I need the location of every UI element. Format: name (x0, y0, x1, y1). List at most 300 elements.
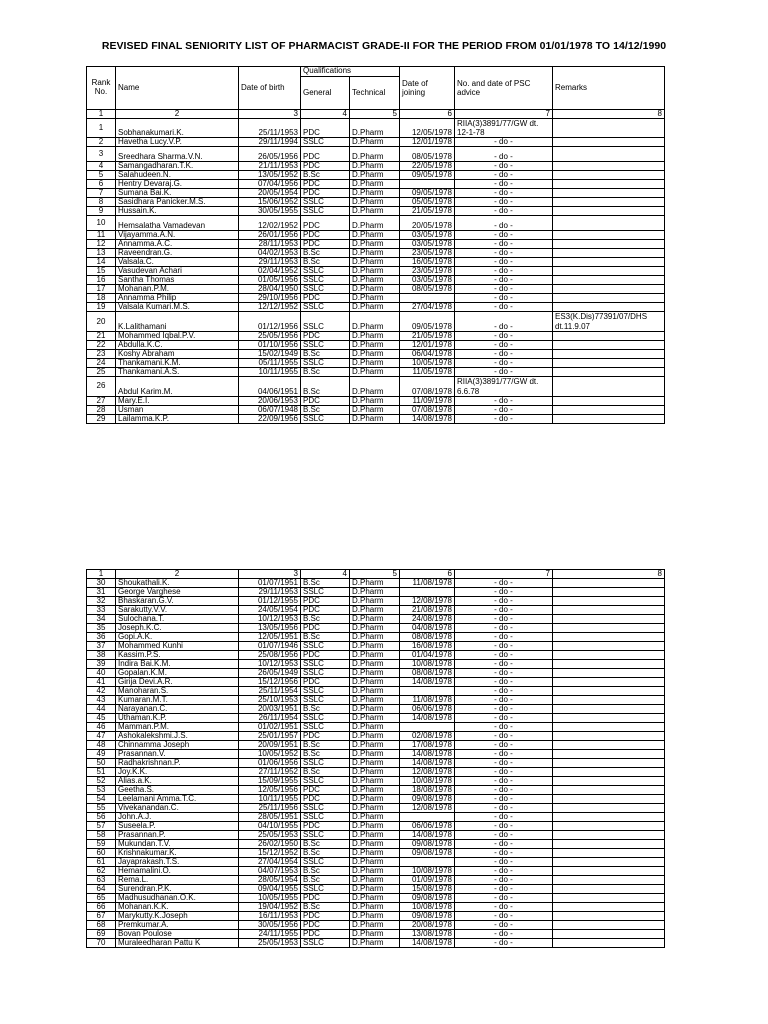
cell-tech: D.Pharm (350, 579, 400, 588)
cell-remarks (553, 303, 665, 312)
cell-name: Valsala Kumari.M.S. (116, 303, 239, 312)
cell-psc: - do - (455, 777, 553, 786)
table-row (87, 750, 665, 759)
cell-rank: 28 (87, 405, 116, 414)
cell-gen: PDC (301, 162, 350, 171)
cell-gen: PDC (301, 732, 350, 741)
cell-psc: - do - (455, 303, 553, 312)
cell-doj: 20/05/1978 (400, 216, 455, 231)
cell-rank: 44 (87, 705, 116, 714)
cell-rank: 40 (87, 669, 116, 678)
cell-remarks (553, 138, 665, 147)
cell-doj: 12/08/1978 (400, 804, 455, 813)
cell-remarks (553, 858, 665, 867)
cell-dob: 07/04/1956 (239, 180, 301, 189)
cell-dob: 25/05/1953 (239, 831, 301, 840)
cell-dob: 13/05/1952 (239, 171, 301, 180)
cell-dob: 25/05/1953 (239, 939, 301, 948)
cell-gen: PDC (301, 597, 350, 606)
cell-remarks (553, 240, 665, 249)
cell-tech: D.Pharm (350, 939, 400, 948)
cell-tech: D.Pharm (350, 822, 400, 831)
cell-remarks (553, 642, 665, 651)
cell-tech: D.Pharm (350, 867, 400, 876)
cell-dob: 25/11/1954 (239, 687, 301, 696)
table-row (87, 331, 665, 340)
table-row (87, 216, 665, 231)
table-row (87, 358, 665, 367)
cell-rank: 1 (87, 119, 116, 138)
cell-gen: SSLC (301, 285, 350, 294)
col-number: 8 (553, 570, 665, 579)
cell-remarks (553, 714, 665, 723)
cell-rank: 67 (87, 912, 116, 921)
cell-gen: SSLC (301, 312, 350, 331)
table-row (87, 285, 665, 294)
cell-tech: D.Pharm (350, 678, 400, 687)
cell-doj: 03/05/1978 (400, 231, 455, 240)
cell-tech: D.Pharm (350, 750, 400, 759)
cell-remarks (553, 376, 665, 396)
cell-gen: B.Sc (301, 376, 350, 396)
cell-tech: D.Pharm (350, 180, 400, 189)
cell-name: Indira Bai.K.M. (116, 660, 239, 669)
cell-doj: 08/08/1978 (400, 633, 455, 642)
cell-doj: 10/08/1978 (400, 867, 455, 876)
cell-gen: B.Sc (301, 741, 350, 750)
cell-psc: - do - (455, 171, 553, 180)
cell-dob: 25/01/1957 (239, 732, 301, 741)
cell-tech: D.Pharm (350, 285, 400, 294)
col-number: 6 (400, 110, 455, 119)
cell-dob: 04/02/1953 (239, 249, 301, 258)
cell-rank: 38 (87, 651, 116, 660)
cell-name: Mukundan.T.V. (116, 840, 239, 849)
cell-tech: D.Pharm (350, 162, 400, 171)
cell-tech: D.Pharm (350, 723, 400, 732)
cell-tech: D.Pharm (350, 189, 400, 198)
cell-psc: - do - (455, 162, 553, 171)
table-row (87, 687, 665, 696)
cell-doj: 09/05/1978 (400, 171, 455, 180)
table-row (87, 294, 665, 303)
cell-dob: 25/08/1956 (239, 651, 301, 660)
cell-gen: SSLC (301, 687, 350, 696)
cell-remarks (553, 258, 665, 267)
table-row (87, 162, 665, 171)
table-row (87, 624, 665, 633)
cell-remarks (553, 396, 665, 405)
cell-dob: 25/10/1953 (239, 696, 301, 705)
table-row (87, 303, 665, 312)
cell-doj: 09/08/1978 (400, 894, 455, 903)
cell-doj: 11/08/1978 (400, 696, 455, 705)
cell-psc: - do - (455, 885, 553, 894)
cell-dob: 01/07/1951 (239, 579, 301, 588)
cell-gen: B.Sc (301, 840, 350, 849)
cell-name: Sasidhara Panicker.M.S. (116, 198, 239, 207)
cell-tech: D.Pharm (350, 267, 400, 276)
table-row (87, 171, 665, 180)
cell-doj: 12/01/1978 (400, 138, 455, 147)
table-row (87, 367, 665, 376)
cell-rank: 66 (87, 903, 116, 912)
cell-name: Usman (116, 405, 239, 414)
cell-psc: - do - (455, 358, 553, 367)
cell-gen: B.Sc (301, 367, 350, 376)
cell-rank: 35 (87, 624, 116, 633)
cell-gen: SSLC (301, 276, 350, 285)
cell-gen: B.Sc (301, 171, 350, 180)
table-row (87, 939, 665, 948)
table-row (87, 189, 665, 198)
cell-name: Surendran.P.K. (116, 885, 239, 894)
cell-gen: SSLC (301, 207, 350, 216)
cell-tech: D.Pharm (350, 894, 400, 903)
cell-gen: SSLC (301, 588, 350, 597)
header-doj: Date of joining (400, 67, 455, 110)
cell-gen: B.Sc (301, 750, 350, 759)
page-title: REVISED FINAL SENIORITY LIST OF PHARMACIST GRADE-II FOR THE PERIOD FROM 01/01/1978 TO 14/12/1990 (101, 40, 667, 52)
cell-tech: D.Pharm (350, 396, 400, 405)
cell-tech: D.Pharm (350, 376, 400, 396)
cell-rank: 25 (87, 367, 116, 376)
cell-doj: 14/08/1978 (400, 750, 455, 759)
cell-gen: PDC (301, 678, 350, 687)
cell-rank: 37 (87, 642, 116, 651)
cell-name: Alias.a.K. (116, 777, 239, 786)
cell-name: Mary.E.I. (116, 396, 239, 405)
cell-doj: 11/09/1978 (400, 396, 455, 405)
cell-name: George Varghese (116, 588, 239, 597)
cell-tech: D.Pharm (350, 930, 400, 939)
cell-remarks (553, 750, 665, 759)
cell-doj: 03/05/1978 (400, 276, 455, 285)
cell-doj: 09/08/1978 (400, 795, 455, 804)
col-number: 2 (116, 570, 239, 579)
cell-name: Muraleedharan Pattu K (116, 939, 239, 948)
cell-rank: 43 (87, 696, 116, 705)
cell-rank: 4 (87, 162, 116, 171)
cell-gen: B.Sc (301, 849, 350, 858)
cell-dob: 26/11/1954 (239, 714, 301, 723)
cell-doj: 15/08/1978 (400, 885, 455, 894)
cell-psc: - do - (455, 312, 553, 331)
table-row (87, 669, 665, 678)
table-row (87, 885, 665, 894)
cell-dob: 02/04/1952 (239, 267, 301, 276)
header-rank: Rank No. (87, 67, 116, 110)
cell-dob: 20/09/1951 (239, 741, 301, 750)
cell-remarks (553, 276, 665, 285)
cell-psc: - do - (455, 597, 553, 606)
table-row (87, 867, 665, 876)
col-number: 3 (239, 570, 301, 579)
cell-remarks (553, 285, 665, 294)
table-row (87, 207, 665, 216)
cell-tech: D.Pharm (350, 312, 400, 331)
cell-dob: 24/05/1954 (239, 606, 301, 615)
cell-name: Hemamalini.O. (116, 867, 239, 876)
cell-remarks (553, 867, 665, 876)
cell-gen: SSLC (301, 813, 350, 822)
table-row (87, 231, 665, 240)
cell-tech: D.Pharm (350, 696, 400, 705)
cell-dob: 26/01/1956 (239, 231, 301, 240)
cell-rank: 47 (87, 732, 116, 741)
table-row (87, 696, 665, 705)
cell-psc: - do - (455, 249, 553, 258)
cell-rank: 6 (87, 180, 116, 189)
cell-name: Radhakrishnan.P. (116, 759, 239, 768)
cell-psc: - do - (455, 651, 553, 660)
cell-remarks (553, 849, 665, 858)
cell-name: Narayanan.C. (116, 705, 239, 714)
cell-rank: 8 (87, 198, 116, 207)
cell-tech: D.Pharm (350, 795, 400, 804)
cell-gen: PDC (301, 606, 350, 615)
cell-remarks (553, 822, 665, 831)
cell-tech: D.Pharm (350, 786, 400, 795)
cell-doj: 12/01/1978 (400, 340, 455, 349)
cell-name: Girija Devi.A.R. (116, 678, 239, 687)
cell-doj: 03/05/1978 (400, 240, 455, 249)
cell-tech: D.Pharm (350, 885, 400, 894)
cell-psc: - do - (455, 294, 553, 303)
cell-remarks (553, 198, 665, 207)
col-number: 2 (116, 110, 239, 119)
cell-remarks (553, 903, 665, 912)
cell-gen: PDC (301, 651, 350, 660)
cell-remarks (553, 588, 665, 597)
cell-name: Kumaran.M.T. (116, 696, 239, 705)
cell-doj: 18/08/1978 (400, 786, 455, 795)
cell-tech: D.Pharm (350, 414, 400, 423)
cell-remarks (553, 885, 665, 894)
cell-doj (400, 180, 455, 189)
cell-psc: - do - (455, 831, 553, 840)
cell-tech: D.Pharm (350, 240, 400, 249)
column-number-row (87, 570, 665, 579)
cell-dob: 29/10/1956 (239, 294, 301, 303)
cell-dob: 04/07/1953 (239, 867, 301, 876)
cell-psc: - do - (455, 768, 553, 777)
cell-remarks (553, 840, 665, 849)
cell-remarks (553, 930, 665, 939)
cell-rank: 60 (87, 849, 116, 858)
cell-rank: 70 (87, 939, 116, 948)
cell-rank: 52 (87, 777, 116, 786)
cell-name: Krishnakumar.K. (116, 849, 239, 858)
col-number: 3 (239, 110, 301, 119)
cell-dob: 26/05/1956 (239, 147, 301, 162)
cell-remarks (553, 921, 665, 930)
cell-gen: SSLC (301, 642, 350, 651)
cell-name: Vasudevan Achari (116, 267, 239, 276)
cell-gen: B.Sc (301, 876, 350, 885)
cell-rank: 22 (87, 340, 116, 349)
cell-dob: 10/11/1955 (239, 795, 301, 804)
cell-rank: 31 (87, 588, 116, 597)
cell-psc: - do - (455, 198, 553, 207)
cell-tech: D.Pharm (350, 741, 400, 750)
table-row (87, 786, 665, 795)
cell-doj: 21/05/1978 (400, 331, 455, 340)
table-row (87, 588, 665, 597)
table-row (87, 138, 665, 147)
cell-doj: 16/05/1978 (400, 258, 455, 267)
cell-rank: 24 (87, 358, 116, 367)
cell-name: Sulochana.T. (116, 615, 239, 624)
cell-psc: - do - (455, 267, 553, 276)
cell-tech: D.Pharm (350, 276, 400, 285)
col-number: 7 (455, 110, 553, 119)
cell-rank: 49 (87, 750, 116, 759)
header-psc: No. and date of PSC advice (455, 67, 553, 110)
cell-rank: 33 (87, 606, 116, 615)
cell-tech: D.Pharm (350, 912, 400, 921)
cell-tech: D.Pharm (350, 831, 400, 840)
cell-psc: - do - (455, 340, 553, 349)
cell-gen: SSLC (301, 831, 350, 840)
cell-doj: 23/05/1978 (400, 249, 455, 258)
cell-psc: - do - (455, 642, 553, 651)
cell-remarks (553, 813, 665, 822)
cell-remarks (553, 759, 665, 768)
cell-remarks (553, 741, 665, 750)
cell-tech: D.Pharm (350, 171, 400, 180)
cell-rank: 53 (87, 786, 116, 795)
cell-remarks (553, 912, 665, 921)
cell-psc: - do - (455, 759, 553, 768)
cell-remarks (553, 624, 665, 633)
cell-rank: 46 (87, 723, 116, 732)
col-number: 5 (350, 110, 400, 119)
cell-rank: 27 (87, 396, 116, 405)
cell-psc: - do - (455, 606, 553, 615)
cell-name: Mohanan.K.K. (116, 903, 239, 912)
cell-psc: - do - (455, 147, 553, 162)
cell-doj: 27/04/1978 (400, 303, 455, 312)
cell-dob: 15/09/1955 (239, 777, 301, 786)
cell-remarks (553, 615, 665, 624)
cell-psc: - do - (455, 138, 553, 147)
cell-name: Leelamani Amma.T.C. (116, 795, 239, 804)
cell-tech: D.Pharm (350, 777, 400, 786)
cell-tech: D.Pharm (350, 198, 400, 207)
table-row (87, 795, 665, 804)
cell-rank: 23 (87, 349, 116, 358)
cell-tech: D.Pharm (350, 340, 400, 349)
cell-psc: - do - (455, 579, 553, 588)
cell-gen: SSLC (301, 696, 350, 705)
cell-dob: 15/12/1952 (239, 849, 301, 858)
cell-dob: 25/11/1956 (239, 804, 301, 813)
cell-doj: 06/06/1978 (400, 822, 455, 831)
cell-psc: RIIA(3)3891/77/GW dt. 12-1-78 (455, 119, 553, 138)
table-row (87, 349, 665, 358)
cell-name: Samangadharan.T.K. (116, 162, 239, 171)
cell-rank: 65 (87, 894, 116, 903)
cell-tech: D.Pharm (350, 405, 400, 414)
cell-doj: 09/08/1978 (400, 849, 455, 858)
cell-name: Vivekanandan.C. (116, 804, 239, 813)
cell-tech: D.Pharm (350, 358, 400, 367)
table-row (87, 768, 665, 777)
cell-psc: - do - (455, 414, 553, 423)
cell-tech: D.Pharm (350, 651, 400, 660)
cell-dob: 01/07/1946 (239, 642, 301, 651)
cell-psc: RIIA(3)3891/77/GW dt. 6.6.78 (455, 376, 553, 396)
cell-gen: PDC (301, 912, 350, 921)
col-number: 1 (87, 110, 116, 119)
table-row (87, 660, 665, 669)
cell-tech: D.Pharm (350, 633, 400, 642)
cell-dob: 30/05/1956 (239, 921, 301, 930)
cell-doj: 14/08/1978 (400, 759, 455, 768)
cell-doj (400, 813, 455, 822)
table-row (87, 405, 665, 414)
cell-doj: 08/08/1978 (400, 669, 455, 678)
cell-doj: 14/08/1978 (400, 831, 455, 840)
cell-doj (400, 723, 455, 732)
cell-doj: 17/08/1978 (400, 741, 455, 750)
cell-psc: - do - (455, 795, 553, 804)
cell-rank: 11 (87, 231, 116, 240)
cell-rank: 51 (87, 768, 116, 777)
cell-gen: SSLC (301, 358, 350, 367)
cell-dob: 15/02/1949 (239, 349, 301, 358)
cell-doj: 09/08/1978 (400, 912, 455, 921)
cell-name: Salahudeen.N. (116, 171, 239, 180)
cell-dob: 27/04/1954 (239, 858, 301, 867)
cell-name: Havetha Lucy.V.P. (116, 138, 239, 147)
cell-doj: 13/08/1978 (400, 930, 455, 939)
cell-doj: 11/08/1978 (400, 579, 455, 588)
cell-gen: PDC (301, 396, 350, 405)
header-remarks: Remarks (553, 67, 665, 110)
cell-psc: - do - (455, 813, 553, 822)
cell-name: Shoukathali.K. (116, 579, 239, 588)
table-row (87, 376, 665, 396)
col-number: 5 (350, 570, 400, 579)
cell-psc: - do - (455, 705, 553, 714)
cell-rank: 68 (87, 921, 116, 930)
cell-name: Mohammed Iqbal.P.V. (116, 331, 239, 340)
cell-gen: PDC (301, 624, 350, 633)
cell-doj: 09/08/1978 (400, 840, 455, 849)
cell-doj: 14/08/1978 (400, 414, 455, 423)
cell-gen: B.Sc (301, 615, 350, 624)
cell-remarks (553, 651, 665, 660)
cell-rank: 29 (87, 414, 116, 423)
cell-rank: 50 (87, 759, 116, 768)
table-row (87, 876, 665, 885)
cell-psc: - do - (455, 660, 553, 669)
cell-dob: 20/05/1954 (239, 189, 301, 198)
cell-remarks (553, 696, 665, 705)
cell-doj: 21/08/1978 (400, 606, 455, 615)
cell-doj: 12/05/1978 (400, 119, 455, 138)
table-row (87, 267, 665, 276)
cell-dob: 12/05/1951 (239, 633, 301, 642)
cell-dob: 10/05/1955 (239, 894, 301, 903)
cell-psc: - do - (455, 714, 553, 723)
cell-name: Suseela.P. (116, 822, 239, 831)
cell-remarks (553, 633, 665, 642)
cell-psc: - do - (455, 405, 553, 414)
cell-gen: PDC (301, 786, 350, 795)
